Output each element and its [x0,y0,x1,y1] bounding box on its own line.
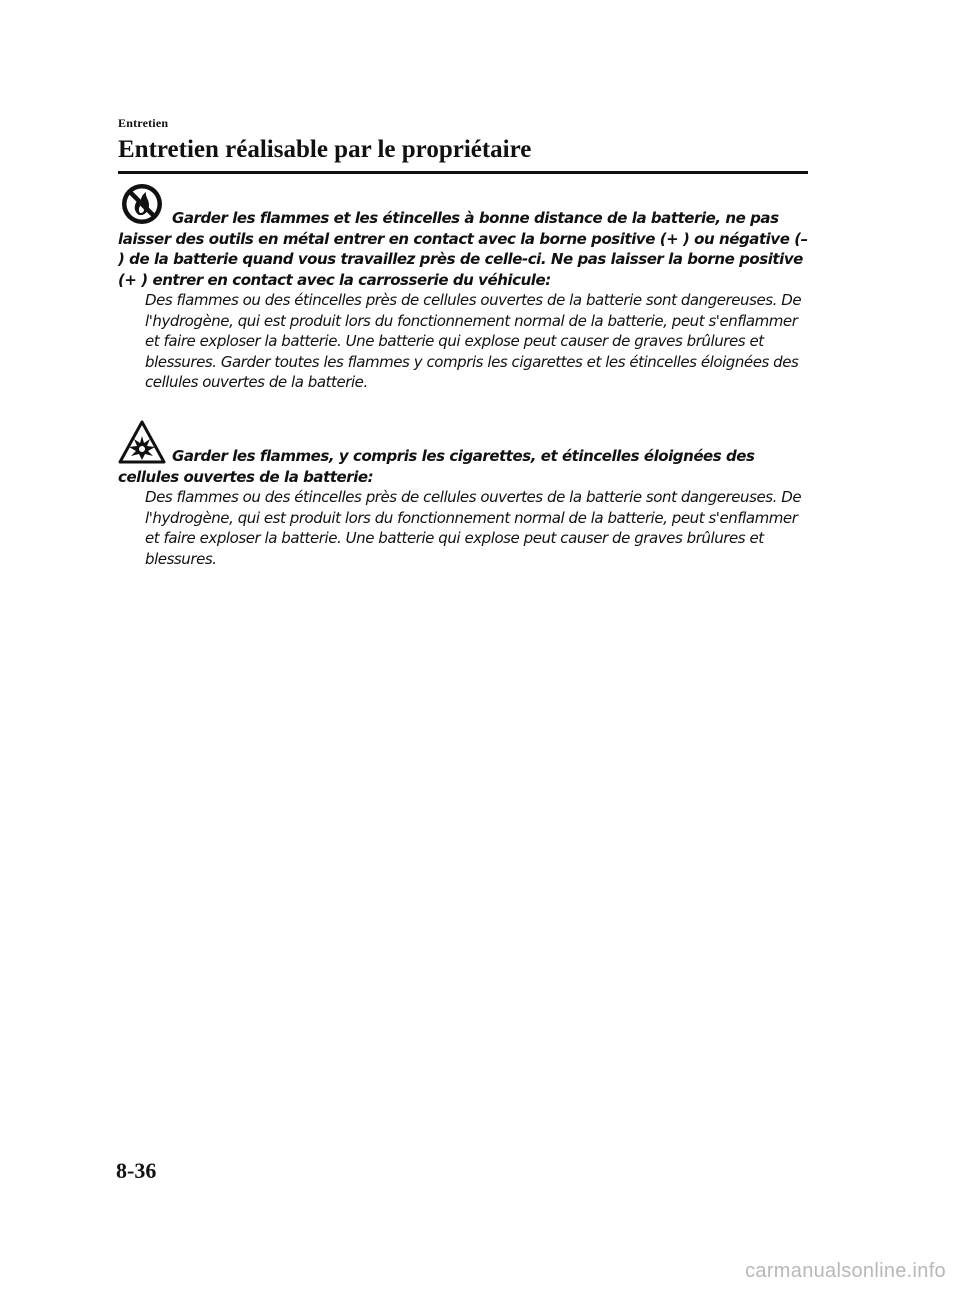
page-number: 8-36 [116,1158,157,1183]
watermark: carmanualsonline.info [745,1260,946,1282]
warning-heading: Garder les flammes, y compris les cigarettes, et étincelles éloignées des cellules ouvertes de la batterie: [118,447,755,486]
title-divider [118,171,808,174]
no-flame-icon [118,182,166,226]
warning-heading: Garder les flammes et les étincelles à bonne distance de la batterie, ne pas laisser des outils en métal entrer en contact avec la borne positive (+ ) ou négative (– ) de la batterie quand vous travaillez près de celle-ci. Ne pas laisser la borne positive (+ ) entrer en contact avec la carrosserie du véhicule: [118,209,808,289]
explosion-icon [118,420,166,464]
warning-body: Des flammes ou des étincelles près de cellules ouvertes de la batterie sont dangereuses. De l'hydrogène, qui est produit lors du fonctionnement normal de la batterie, peut s'enflammer et faire exploser la batterie. Une batterie qui explose peut causer de graves brûlures et blessures. Garder toutes les flammes y compris les cigarettes et les étincelles éloignées des cellules ouvertes de la batterie. [145,291,802,391]
section-label: Entretien [118,116,169,130]
warning-body: Des flammes ou des étincelles près de cellules ouvertes de la batterie sont dangereuses. De l'hydrogène, qui est produit lors du fonctionnement normal de la batterie, peut s'enflammer et faire exploser la batterie. Une batterie qui explose peut causer de graves brûlures et blessures. [145,488,802,568]
page-title: Entretien réalisable par le propriétaire [118,136,532,163]
warning-block-explosion [118,420,808,569]
warning-block-flame [118,182,808,393]
